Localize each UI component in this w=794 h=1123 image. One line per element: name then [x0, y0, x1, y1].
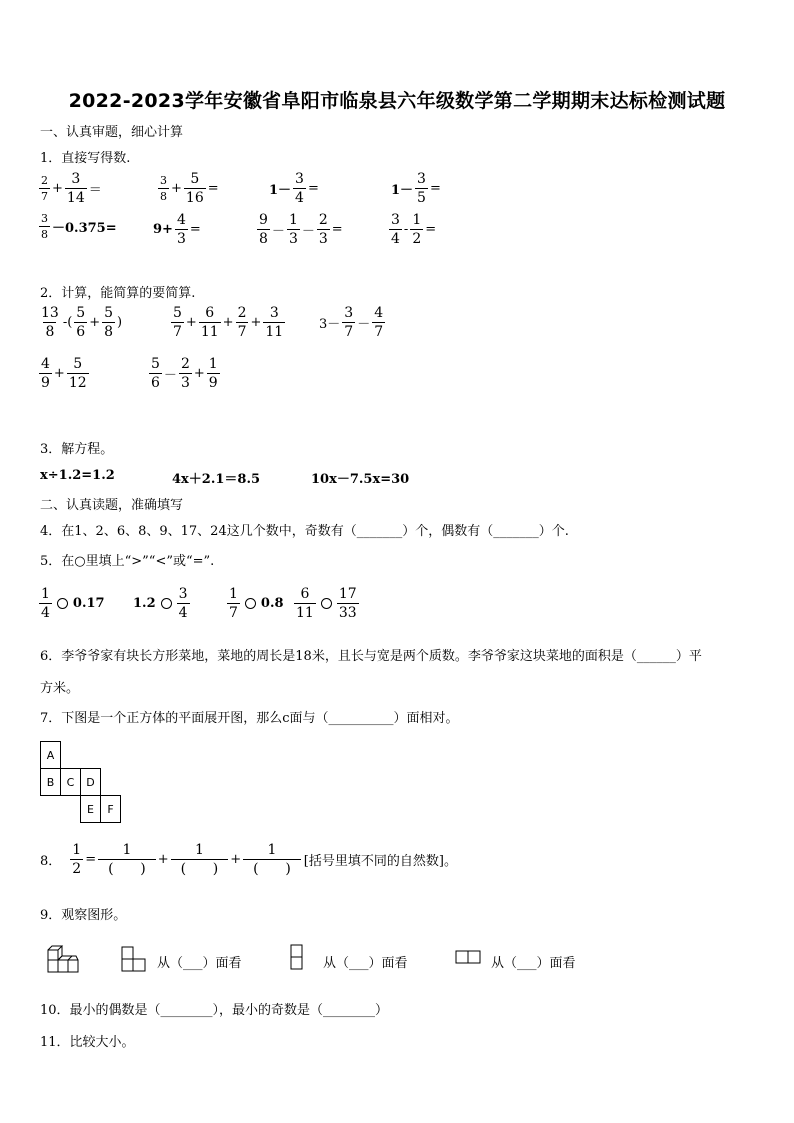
- question-10: 10．最小的偶数是（________），最小的奇数是（________）: [40, 1003, 389, 1018]
- fraction: $\frac{4}{7}$: [374, 305, 384, 340]
- fraction: $\frac{1}{4}$: [41, 586, 50, 621]
- question-7-label: 7．下图是一个正方体的平面展开图，那么c面与（__________）面相对。: [40, 711, 459, 726]
- net-face-b: B: [40, 768, 61, 796]
- fraction: $\frac{2}{3}$: [318, 212, 328, 247]
- fraction: $\frac{17}{33}$: [338, 586, 357, 621]
- view-answer-2: 从（___）面看: [323, 956, 408, 971]
- q2-expr-2: $\frac{5}{7}$ + $\frac{6}{11}$ + $\frac{2}{7}$ + $\frac{3}{11}$: [173, 305, 284, 340]
- question-11: 11．比较大小。: [40, 1035, 135, 1050]
- question-2-label: 2．计算，能简算的要简算.: [40, 286, 196, 301]
- fraction-blank[interactable]: $\frac{1}{( )}$: [98, 843, 156, 876]
- fraction: $\frac{3}{5}$: [417, 171, 426, 206]
- fraction: $\frac{1}{2}$: [412, 212, 422, 247]
- question-6-line-2: 方米。: [40, 681, 80, 696]
- fraction: $\frac{1}{9}$: [208, 356, 218, 391]
- net-face-a: A: [40, 741, 61, 769]
- fraction: $\frac{5}{12}$: [68, 356, 87, 391]
- fraction: $\frac{5}{6}$: [76, 305, 86, 340]
- q2-expr-3: 3－ $\frac{3}{7}$ － $\frac{4}{7}$: [319, 305, 384, 340]
- fraction: $\frac{3}{8}$: [160, 174, 167, 203]
- view-shape-2-icon: [290, 944, 304, 974]
- q1-item-5: $\frac{3}{8}$ －0.375=: [41, 212, 117, 241]
- compare-circle[interactable]: [57, 598, 68, 609]
- fraction: $\frac{9}{8}$: [259, 212, 268, 247]
- q1-item-6: 9+ $\frac{4}{3}$ =: [153, 212, 201, 247]
- fraction: $\frac{2}{7}$: [237, 305, 247, 340]
- fraction: $\frac{5}{6}$: [151, 356, 160, 391]
- fraction-blank[interactable]: $\frac{1}{( )}$: [171, 843, 229, 876]
- equation-2: 4x＋2.1＝8.5: [172, 472, 261, 487]
- question-5-label: 5．在○里填上“>”“<”或“=”.: [40, 554, 215, 569]
- q2-expr-5: $\frac{5}{6}$ － $\frac{2}{3}$ + $\frac{1}{9}$: [151, 356, 218, 391]
- question-8: 8． $\frac{1}{2}$ = $\frac{1}{( )}$ + $\frac{1}{( )}$ + $\frac{1}{( )}$ [括号里填不同的自然数]。: [40, 842, 457, 877]
- equation-3: 10x－7.5x=30: [311, 472, 410, 487]
- section-heading-1: 一、认真审题，细心计算: [40, 125, 184, 140]
- fraction: $\frac{4}{9}$: [41, 356, 50, 391]
- fraction: $\frac{3}{4}$: [178, 586, 188, 621]
- view-shape-1-icon: [121, 946, 147, 976]
- q2-expr-4: $\frac{4}{9}$ + $\frac{5}{12}$: [41, 356, 87, 391]
- view-answer-3: 从（___）面看: [491, 956, 576, 971]
- view-answer-1: 从（___）面看: [157, 956, 242, 971]
- fraction: $\frac{6}{11}$: [296, 586, 314, 621]
- view-shape-3-icon: [455, 950, 482, 969]
- net-face-c: C: [60, 768, 81, 796]
- fraction: $\frac{6}{11}$: [200, 305, 219, 340]
- fraction: $\frac{3}{4}$: [295, 171, 304, 206]
- fraction: $\frac{3}{11}$: [265, 305, 284, 340]
- equation-1: x÷1.2=1.2: [40, 468, 115, 483]
- compare-circle[interactable]: [321, 598, 332, 609]
- net-face-e: E: [80, 795, 101, 823]
- fraction: $\frac{3}{7}$: [344, 305, 354, 340]
- net-face-f: F: [100, 795, 121, 823]
- fraction: $\frac{5}{8}$: [104, 305, 114, 340]
- question-3-label: 3．解方程。: [40, 442, 114, 457]
- fraction: $\frac{2}{3}$: [180, 356, 190, 391]
- q1-item-1: $\frac{2}{7}$ + $\frac{3}{14}$ ＝: [41, 171, 102, 206]
- fraction: $\frac{1}{3}$: [288, 212, 298, 247]
- question-4: 4．在1、2、6、8、9、17、24这几个数中，奇数有（_______）个，偶数有（_______）个.: [40, 524, 569, 539]
- q1-item-3: 1－ $\frac{3}{4}$ =: [269, 171, 319, 206]
- section-heading-2: 二、认真读题，准确填写: [40, 498, 184, 513]
- fraction: $\frac{13}{8}$: [41, 305, 59, 340]
- fraction: $\frac{2}{7}$: [41, 174, 48, 203]
- q5-compare-4: [293, 587, 360, 620]
- fraction: $\frac{5}{16}$: [185, 171, 204, 206]
- net-face-d: D: [80, 768, 101, 796]
- cube-solid-icon: [46, 944, 80, 978]
- page-title: 2022-2023学年安徽省阜阳市临泉县六年级数学第二学期期末达标检测试题: [68, 90, 726, 112]
- compare-circle[interactable]: [245, 598, 256, 609]
- fraction: $\frac{5}{7}$: [173, 305, 182, 340]
- q1-item-8: $\frac{3}{4}$ - $\frac{1}{2}$ =: [391, 212, 437, 247]
- fraction: $\frac{1}{2}$: [72, 842, 82, 877]
- fraction: $\frac{1}{7}$: [229, 586, 238, 621]
- q1-item-2: $\frac{3}{8}$ + $\frac{5}{16}$ =: [160, 171, 219, 206]
- fraction: $\frac{3}{4}$: [391, 212, 400, 247]
- q2-expr-1: $\frac{13}{8}$ -( $\frac{5}{6}$ + $\frac{5}{8}$ ): [41, 305, 123, 340]
- compare-circle[interactable]: [161, 598, 172, 609]
- fraction: $\frac{4}{3}$: [176, 212, 186, 247]
- fraction: $\frac{3}{14}$: [66, 171, 85, 206]
- q1-item-4: 1－ $\frac{3}{5}$ =: [391, 171, 441, 206]
- q5-compare-1: $\frac{1}{4}$ 0.17: [41, 586, 105, 621]
- fraction-blank[interactable]: $\frac{1}{( )}$: [243, 843, 301, 876]
- q1-item-7: $\frac{9}{8}$ － $\frac{1}{3}$ － $\frac{2}{3}$ =: [259, 212, 343, 247]
- question-9-label: 9．观察图形。: [40, 908, 127, 923]
- q5-compare-3: $\frac{1}{7}$ 0.8: [229, 586, 284, 621]
- question-1-label: 1．直接写得数.: [40, 151, 131, 166]
- q5-compare-2: 1.2 $\frac{3}{4}$: [133, 586, 188, 621]
- question-6-line-1: 6．李爷爷家有块长方形菜地，菜地的周长是18米，且长与宽是两个质数。李爷爷家这块菜地的面积是（______）平: [40, 649, 702, 664]
- fraction: $\frac{3}{8}$: [41, 212, 48, 241]
